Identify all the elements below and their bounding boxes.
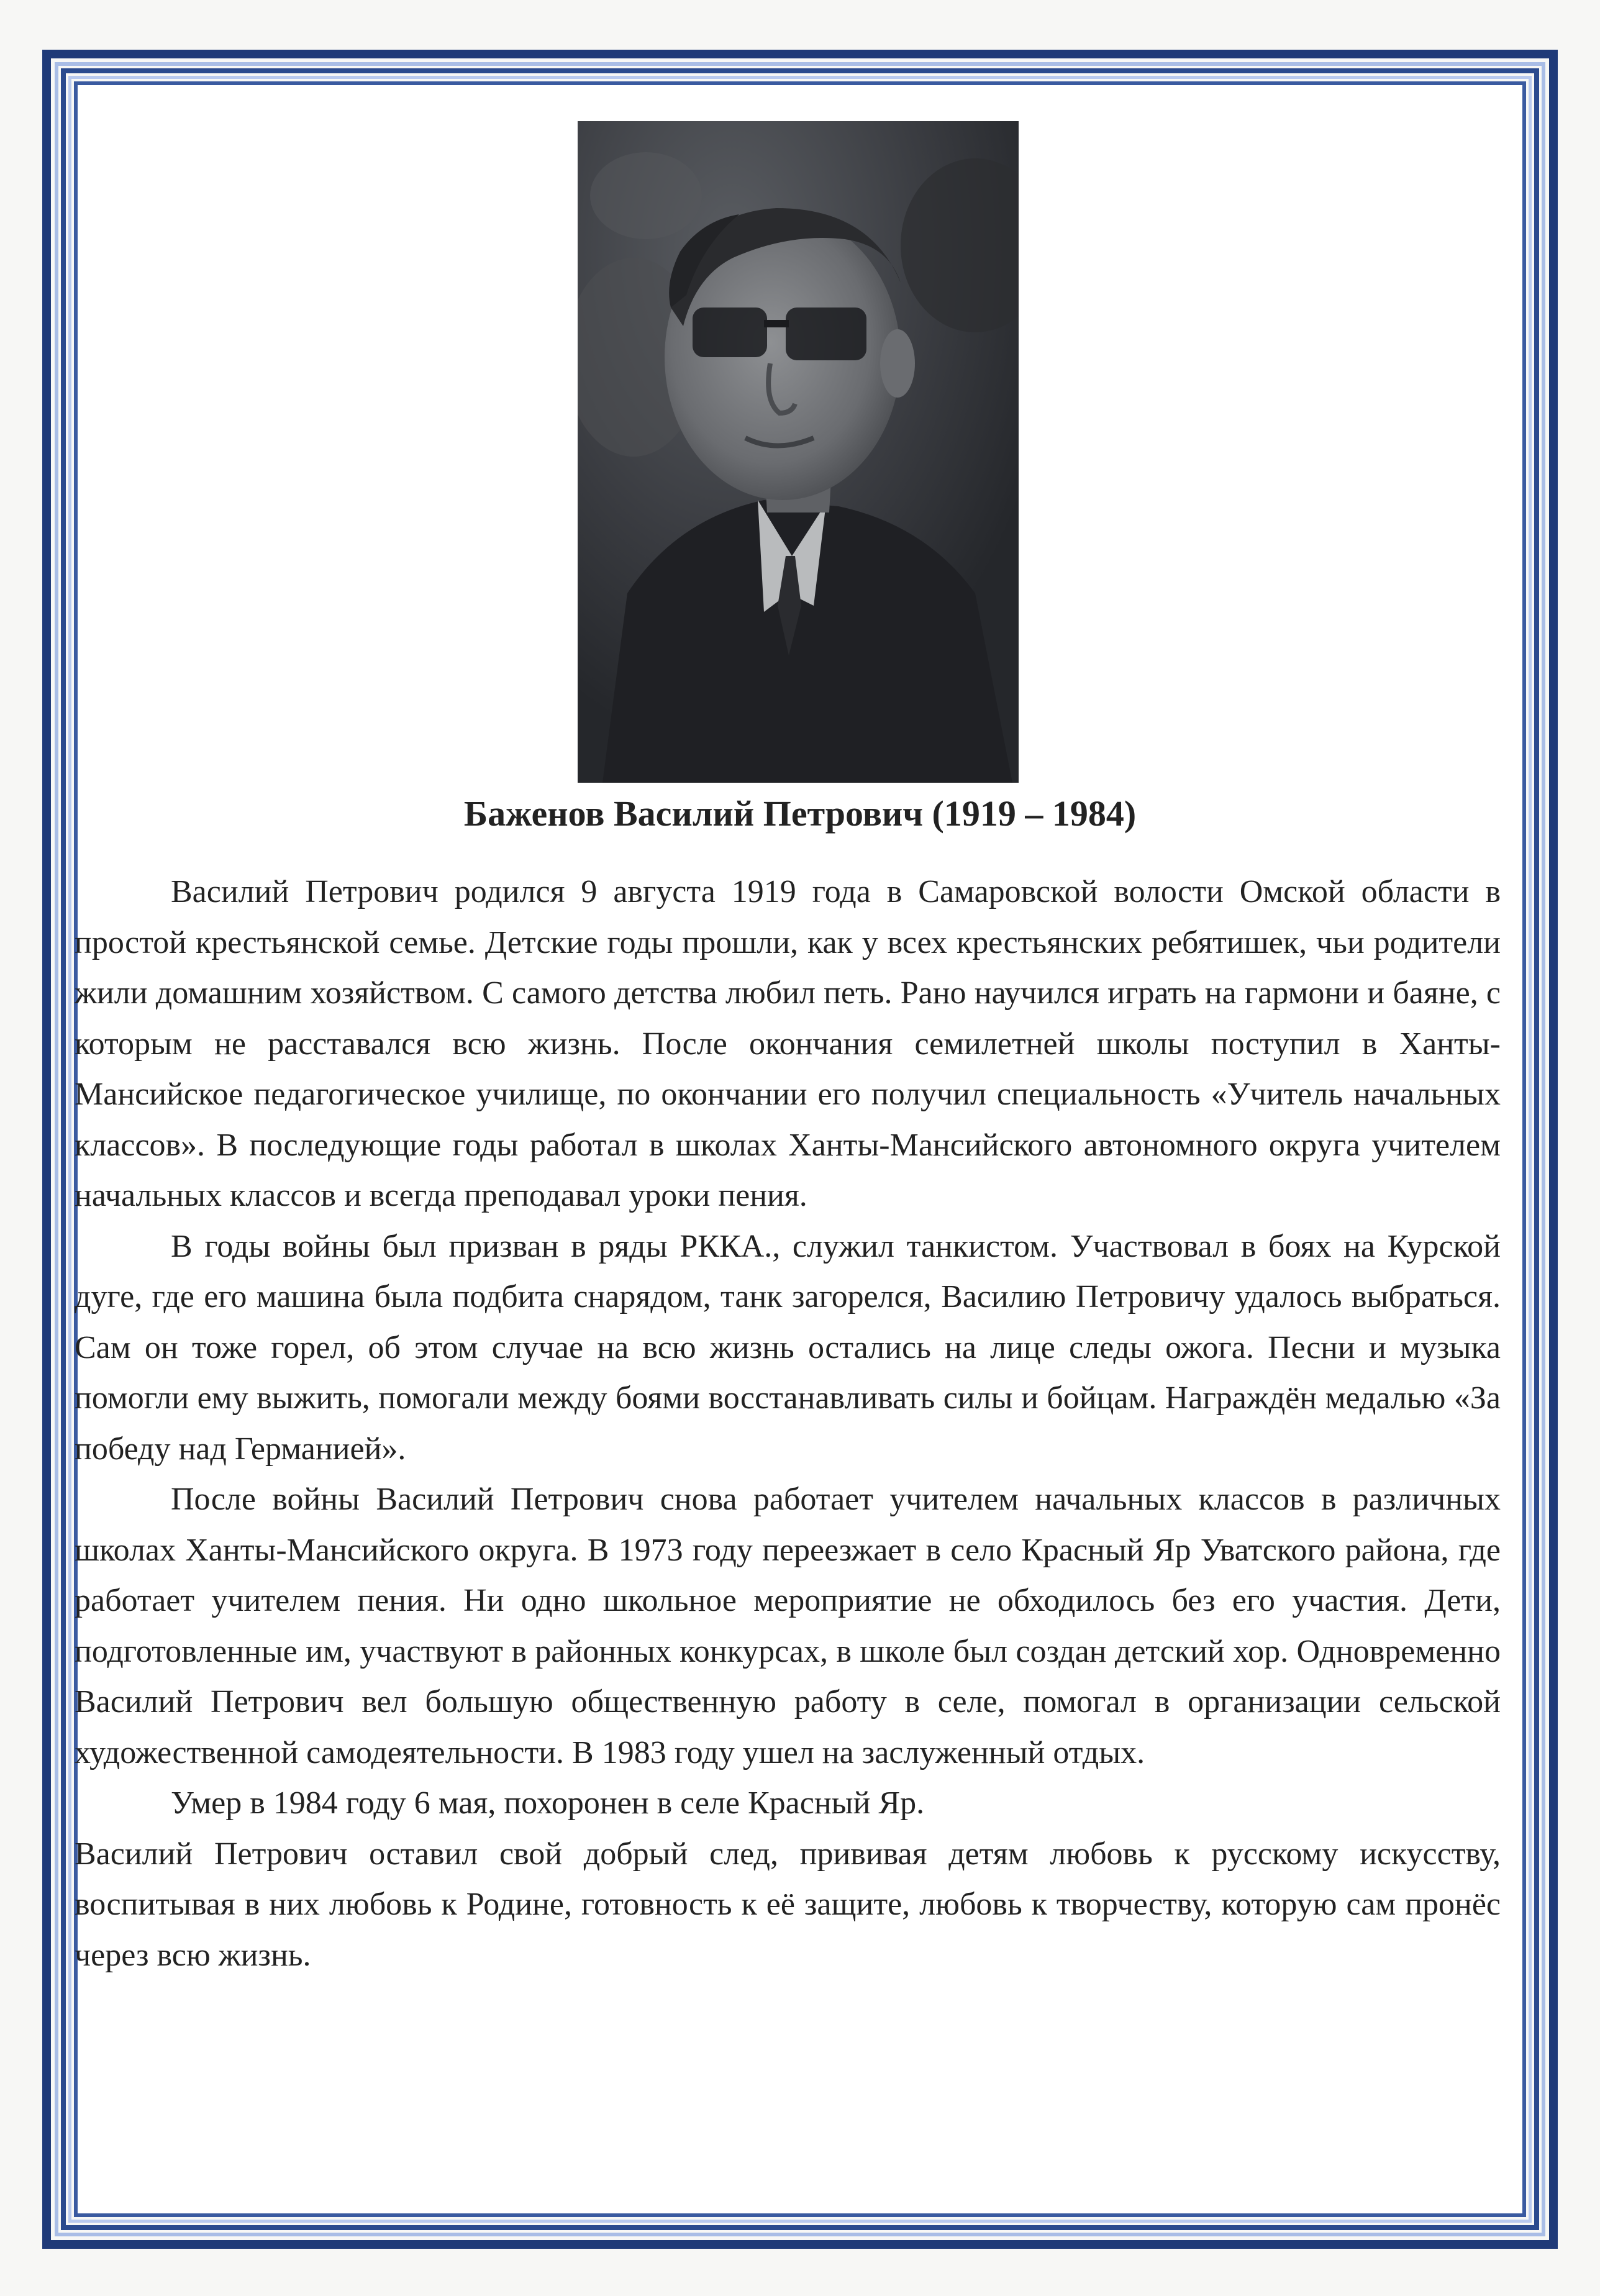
paragraph-death: Умер в 1984 году 6 мая, похоронен в селе Красный Яр. (171, 1785, 925, 1821)
portrait-photo-drawing (578, 121, 1019, 783)
biography-text (75, 867, 1501, 1980)
portrait-photo (578, 121, 1019, 783)
paragraph-after-war: После войны Василий Петрович снова работает учителем начальных классов в различных школах Ханты-Мансийского округа. В 1973 году переезжает в село Красный Яр Уватского района, где работает учителем пения. Ни одно школьное мероприятие не обходилось без его участия. Дети, подготовленные им, участвуют в районных конкурсах, в школе был создан детский хор. Одновременно Василий Петрович вел большую общественную работу в селе, помогал в организации сельской художественной самодеятельности. В 1983 году ушел на заслуженный отдых. (75, 1482, 1501, 1770)
paragraph-war: В годы войны был призван в ряды РККА., служил танкистом. Участвовал в боях на Курской дуге, где его машина была подбита снарядом, танк загорелся, Василию Петровичу удалось выбраться. Сам он тоже горел, об этом случае на всю жизнь остались на лице следы ожога. Песни и музыка помогли ему выжить, помогали между боями восстанавливать силы и бойцам. Награждён медалью «За победу над Германией». (75, 1228, 1501, 1467)
paragraph-legacy: Василий Петрович оставил свой добрый след, прививая детям любовь к русскому искусству, воспитывая в них любовь к Родине, готовность к её защите, любовь к творчеству, которую сам пронёс через всю жизнь. (75, 1836, 1501, 1973)
document-title: Баженов Василий Петрович (1919 – 1984) (463, 793, 1137, 834)
paragraph-birth: Василий Петрович родился 9 августа 1919 года в Самаровской волости Омской области в простой крестьянской семье. Детские годы прошли, как у всех крестьянских ребятишек, чьи родители жили домашним хозяйством. С самого детства любил петь. Рано научился играть на гармони и баяне, с которым не расставался всю жизнь. После окончания семилетней школы поступил в Ханты-Мансийское педагогическое училище, по окончании его получил специальность «Учитель начальных классов». В последующие годы работал в школах Ханты-Мансийского автономного округа учителем начальных классов и всегда преподавал уроки пения. (75, 874, 1501, 1213)
